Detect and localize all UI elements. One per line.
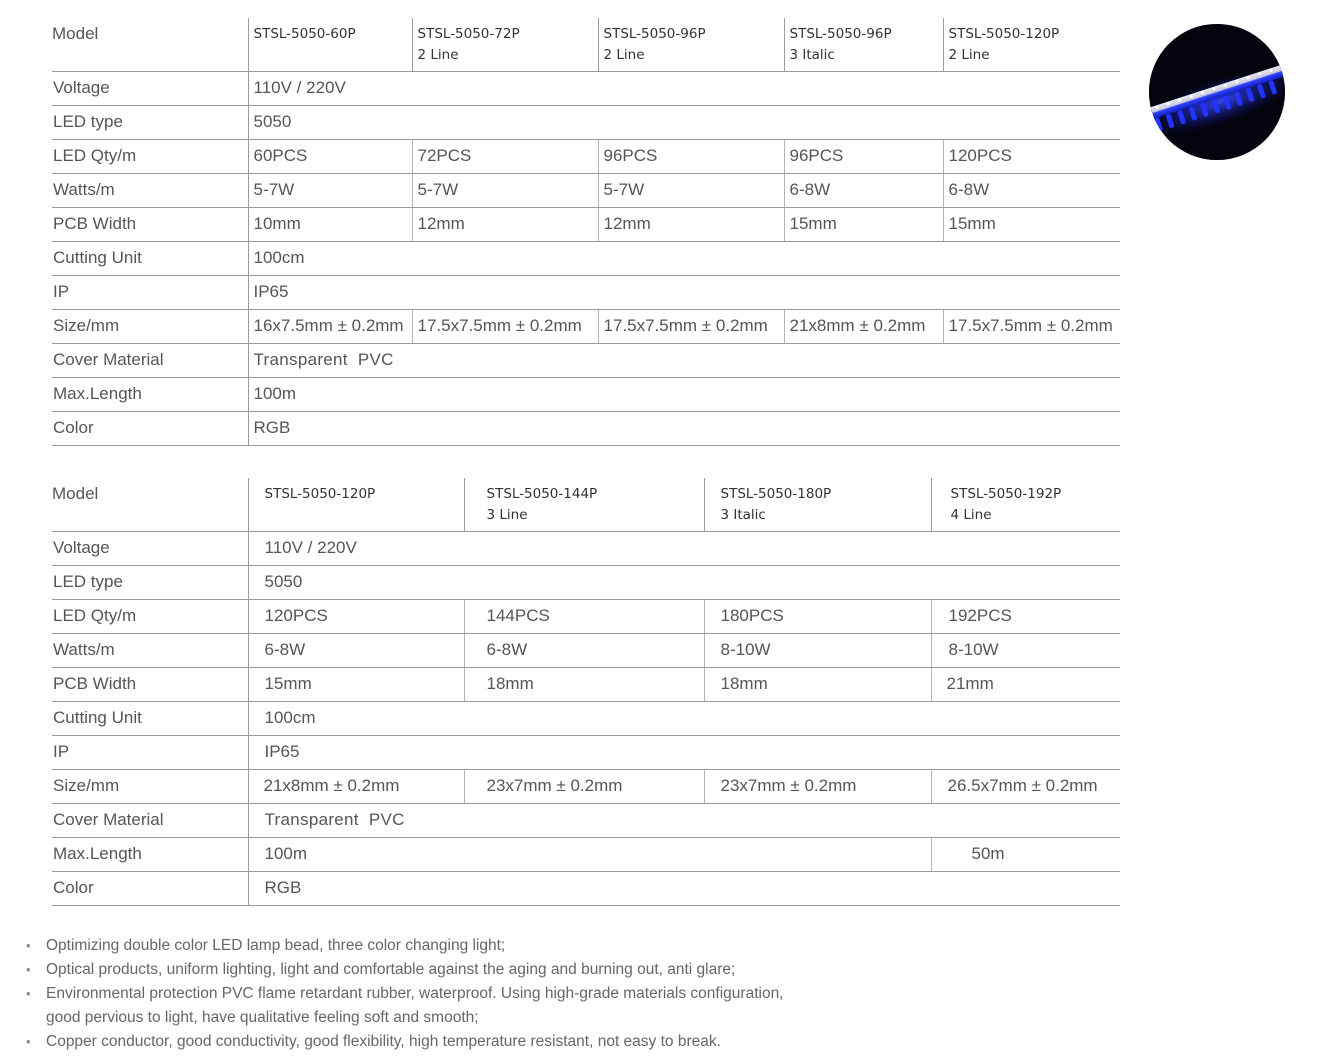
bullet-icon: • bbox=[26, 962, 31, 977]
model-name: STSL-5050-72P bbox=[417, 26, 520, 42]
table-cell: 15mm bbox=[784, 207, 943, 241]
table-cell: 120PCS bbox=[943, 139, 1120, 173]
table-row-cutting-unit bbox=[52, 701, 1120, 735]
table-cell: 6-8W bbox=[943, 173, 1120, 207]
row-label: IP bbox=[52, 275, 248, 309]
model-header bbox=[464, 478, 704, 531]
table-row-pcb-width bbox=[52, 667, 1120, 701]
row-label: LED Qty/m bbox=[52, 599, 248, 633]
bullet-icon: • bbox=[26, 1034, 31, 1049]
table-row-led-qty bbox=[52, 139, 1120, 173]
model-name: STSL-5050-120P bbox=[264, 486, 376, 502]
model-name: STSL-5050-60P bbox=[253, 26, 356, 42]
table-cell: 23x7mm ± 0.2mm bbox=[704, 769, 931, 803]
table-cell: 192PCS bbox=[931, 599, 1120, 633]
table-cell: 8-10W bbox=[931, 633, 1120, 667]
row-label: Color bbox=[52, 871, 248, 905]
list-item bbox=[22, 982, 1022, 1030]
table-cell: 100m bbox=[248, 837, 931, 871]
table-row-size bbox=[52, 769, 1120, 803]
table-cell: 6-8W bbox=[784, 173, 943, 207]
table-row-max-length bbox=[52, 377, 1120, 411]
table-row-size bbox=[52, 309, 1120, 343]
table-cell: Transparent PVC bbox=[248, 343, 1120, 377]
row-label: Cover Material bbox=[52, 343, 248, 377]
table-cell: 21mm bbox=[931, 667, 1120, 701]
table-cell: 96PCS bbox=[784, 139, 943, 173]
table-row-pcb-width bbox=[52, 207, 1120, 241]
feature-text: good pervious to light, have qualitative feeling soft and smooth; bbox=[46, 1009, 479, 1026]
table-row-watts bbox=[52, 173, 1120, 207]
table-cell: 5-7W bbox=[598, 173, 784, 207]
table-row-color bbox=[52, 871, 1120, 905]
table-cell: 17.5x7.5mm ± 0.2mm bbox=[598, 309, 784, 343]
spec-table-1 bbox=[52, 18, 1120, 446]
row-label: Cutting Unit bbox=[52, 701, 248, 735]
row-label-model: Model bbox=[52, 478, 248, 531]
table-row-cover-material bbox=[52, 803, 1120, 837]
row-label: Voltage bbox=[52, 71, 248, 105]
row-label: Size/mm bbox=[52, 309, 248, 343]
row-label-model: Model bbox=[52, 18, 248, 71]
table-cell: 17.5x7.5mm ± 0.2mm bbox=[412, 309, 598, 343]
table-row-ip bbox=[52, 735, 1120, 769]
table-cell: 12mm bbox=[598, 207, 784, 241]
led-strip-photo-icon bbox=[1149, 24, 1285, 160]
table-cell: 21x8mm ± 0.2mm bbox=[784, 309, 943, 343]
table-cell: 15mm bbox=[943, 207, 1120, 241]
feature-text: Copper conductor, good conductivity, good flexibility, high temperature resistant, not easy to break. bbox=[46, 1033, 721, 1050]
model-header bbox=[784, 18, 943, 71]
table-cell: 50m bbox=[931, 837, 1120, 871]
model-variant: 2 Line bbox=[948, 47, 990, 63]
table-cell: 60PCS bbox=[248, 139, 412, 173]
model-header bbox=[412, 18, 598, 71]
model-variant: 3 Italic bbox=[720, 507, 766, 523]
row-label: LED Qty/m bbox=[52, 139, 248, 173]
table-cell: IP65 bbox=[248, 735, 1120, 769]
feature-text: Environmental protection PVC flame retardant rubber, waterproof. Using high-grade materials configuration, bbox=[46, 985, 784, 1002]
model-variant: 3 Italic bbox=[789, 47, 835, 63]
table-cell: 5050 bbox=[248, 565, 1120, 599]
row-label: Size/mm bbox=[52, 769, 248, 803]
table-cell: 110V / 220V bbox=[248, 71, 1120, 105]
table-cell: Transparent PVC bbox=[248, 803, 1120, 837]
model-name: STSL-5050-144P bbox=[486, 486, 598, 502]
table-header-row bbox=[52, 478, 1120, 531]
table-cell: 72PCS bbox=[412, 139, 598, 173]
row-label: Cover Material bbox=[52, 803, 248, 837]
table-cell: 6-8W bbox=[464, 633, 704, 667]
table-row-voltage bbox=[52, 531, 1120, 565]
table-row-watts bbox=[52, 633, 1120, 667]
row-label: Cutting Unit bbox=[52, 241, 248, 275]
table-cell: 12mm bbox=[412, 207, 598, 241]
model-header bbox=[931, 478, 1120, 531]
model-name: STSL-5050-120P bbox=[948, 26, 1060, 42]
row-label: LED type bbox=[52, 105, 248, 139]
table-cell: 15mm bbox=[248, 667, 464, 701]
table-cell: 100m bbox=[248, 377, 1120, 411]
table-cell: RGB bbox=[248, 411, 1120, 445]
model-variant: 2 Line bbox=[417, 47, 459, 63]
table-row-led-qty bbox=[52, 599, 1120, 633]
table-cell: 100cm bbox=[248, 701, 1120, 735]
row-label: Watts/m bbox=[52, 173, 248, 207]
table-cell: 180PCS bbox=[704, 599, 931, 633]
table-cell: 144PCS bbox=[464, 599, 704, 633]
table-cell: 18mm bbox=[464, 667, 704, 701]
model-header bbox=[248, 18, 412, 71]
model-variant: 4 Line bbox=[950, 507, 992, 523]
table-cell: 17.5x7.5mm ± 0.2mm bbox=[943, 309, 1120, 343]
table-row-led-type bbox=[52, 105, 1120, 139]
row-label: Color bbox=[52, 411, 248, 445]
table-row-max-length bbox=[52, 837, 1120, 871]
table-cell: 23x7mm ± 0.2mm bbox=[464, 769, 704, 803]
table-cell: 6-8W bbox=[248, 633, 464, 667]
table-cell: 5-7W bbox=[412, 173, 598, 207]
model-variant: 3 Line bbox=[486, 507, 528, 523]
table-cell: 18mm bbox=[704, 667, 931, 701]
model-header bbox=[943, 18, 1120, 71]
list-item bbox=[22, 934, 1022, 958]
table-cell: 16x7.5mm ± 0.2mm bbox=[248, 309, 412, 343]
table-cell: 96PCS bbox=[598, 139, 784, 173]
row-label: Max.Length bbox=[52, 837, 248, 871]
table-cell: 5050 bbox=[248, 105, 1120, 139]
feature-list bbox=[22, 934, 1022, 1054]
table-cell: RGB bbox=[248, 871, 1120, 905]
bullet-icon: • bbox=[26, 986, 31, 1001]
table-cell: 5-7W bbox=[248, 173, 412, 207]
row-label: PCB Width bbox=[52, 207, 248, 241]
model-name: STSL-5050-180P bbox=[720, 486, 832, 502]
table-cell: 26.5x7mm ± 0.2mm bbox=[931, 769, 1120, 803]
table-row-ip bbox=[52, 275, 1120, 309]
table-row-voltage bbox=[52, 71, 1120, 105]
model-header bbox=[704, 478, 931, 531]
table-row-led-type bbox=[52, 565, 1120, 599]
row-label: LED type bbox=[52, 565, 248, 599]
model-name: STSL-5050-192P bbox=[950, 486, 1062, 502]
row-label: IP bbox=[52, 735, 248, 769]
row-label: Voltage bbox=[52, 531, 248, 565]
table-row-color bbox=[52, 411, 1120, 445]
table-cell: 10mm bbox=[248, 207, 412, 241]
model-variant: 2 Line bbox=[603, 47, 645, 63]
led-strip-graphic bbox=[1149, 24, 1285, 160]
model-header bbox=[248, 478, 464, 531]
row-label: PCB Width bbox=[52, 667, 248, 701]
table-row-cover-material bbox=[52, 343, 1120, 377]
spec-table-2 bbox=[52, 478, 1120, 906]
list-item bbox=[22, 958, 1022, 982]
model-name: STSL-5050-96P bbox=[789, 26, 892, 42]
table-cell: 110V / 220V bbox=[248, 531, 1120, 565]
feature-text: Optimizing double color LED lamp bead, three color changing light; bbox=[46, 937, 506, 954]
table-cell: 120PCS bbox=[248, 599, 464, 633]
table-row-cutting-unit bbox=[52, 241, 1120, 275]
table-cell: 21x8mm ± 0.2mm bbox=[248, 769, 464, 803]
row-label: Max.Length bbox=[52, 377, 248, 411]
model-header bbox=[598, 18, 784, 71]
bullet-icon: • bbox=[26, 938, 31, 953]
feature-text: Optical products, uniform lighting, light and comfortable against the aging and burning out, anti glare; bbox=[46, 961, 736, 978]
row-label: Watts/m bbox=[52, 633, 248, 667]
table-cell: IP65 bbox=[248, 275, 1120, 309]
model-name: STSL-5050-96P bbox=[603, 26, 706, 42]
table-cell: 8-10W bbox=[704, 633, 931, 667]
table-cell: 100cm bbox=[248, 241, 1120, 275]
table-header-row bbox=[52, 18, 1120, 71]
list-item bbox=[22, 1030, 1022, 1054]
